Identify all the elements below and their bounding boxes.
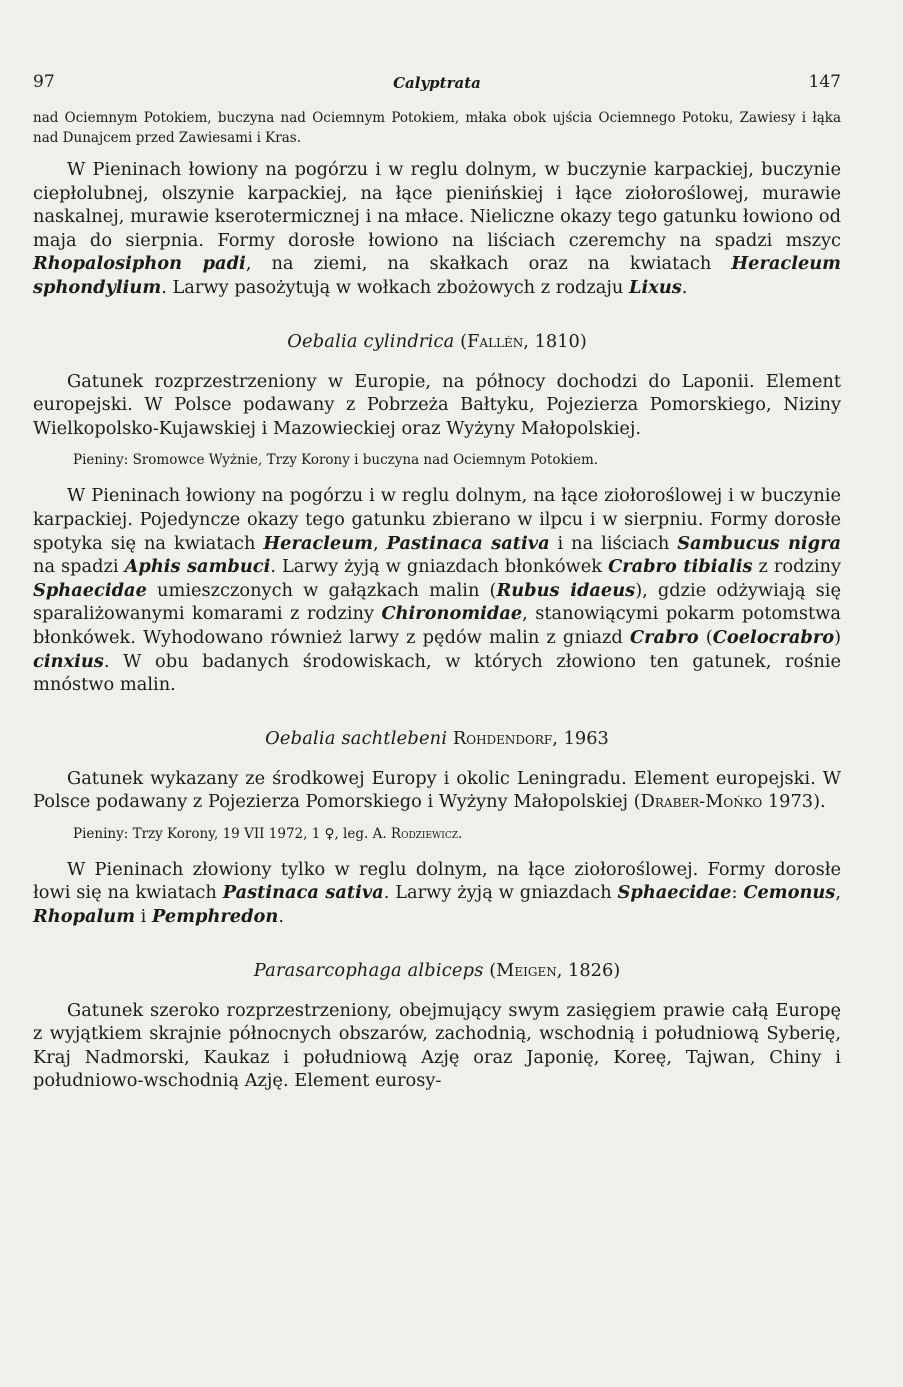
sec1-locality: Pieniny: Sromowce Wyżnie, Trzy Korony i buczyna nad Ociemnym Potokiem. (73, 452, 599, 469)
sec2-paragraph-biology: W Pieninach złowiony tylko w reglu dolnym, na łące ziołoroślowej. Formy dorosłe łowi się na kwiatach Pastinaca sativa. Larwy żyją w gniazdach Sphaecidae: Cemonus, Rhopalum i Pemphredon. (33, 858, 841, 928)
page (33, 72, 841, 1093)
running-header (33, 72, 841, 102)
intro-paragraph: W Pieninach łowiony na pogórzu i w reglu dolnym, w buczynie karpackiej, buczynie ciepłolubnej, olszynie karpackiej, na łące pienińskiej i łące ziołoroślowej, murawie naskalnej, murawie kserotermicznej i na młace. Nieliczne okazy tego gatunku łowiono od maja do sierpnia. Formy dorosłe łowiono na liściach czeremchy na spadzi mszyc Rhopalosiphon padi, na ziemi, na skałkach oraz na kwiatach Heracleum sphondylium. Larwy pasożytują w wołkach zbożowych z rodzaju Lixus. (33, 159, 841, 298)
species-heading-oebalia-cylindrica: Oebalia cylindrica (Fallén, 1810) (287, 330, 587, 352)
left-page-number: 97 (33, 72, 55, 92)
sec3-paragraph-distribution: Gatunek szeroko rozprzestrzeniony, obejmujący swym zasięgiem prawie całą Europę z wyjątkiem skrajnie północnych obszarów, zachodnią, wschodnią i południową Syberię, Kraj Nadmorski, Kaukaz i południową Azję oraz Japonię, Koreę, Tajwan, Chiny i południowo-wschodnią Azję. Element eurosy- (33, 999, 841, 1092)
sec2-locality: Pieniny: Trzy Korony, 19 VII 1972, 1 ♀, leg. A. Rodziewicz. (73, 825, 463, 842)
sec1-paragraph-distribution: Gatunek rozprzestrzeniony w Europie, na północy dochodzi do Laponii. Element europejski. W Polsce podawany z Pobrzeża Bałtyku, Pojezierza Pomorskiego, Niziny Wielkopolsko-Kujawskiej i Mazowieckiej oraz Wyżyny Małopolskiej. (33, 370, 841, 439)
right-page-number: 147 (808, 72, 841, 92)
sec2-paragraph-distribution: Gatunek wykazany ze środkowej Europy i okolic Leningradu. Element europejski. W Polsce podawany z Pojezierza Pomorskiego i Wyżyny Małopolskiej (Draber-Mońko 1973). (33, 767, 841, 813)
species-heading-oebalia-sachtlebeni: Oebalia sachtlebeni Rohdendorf, 1963 (265, 727, 609, 749)
intro-locality-text: nad Ociemnym Potokiem, buczyna nad Ociemnym Potokiem, młaka obok ujścia Ociemnego Potoku, Zawiesy i łąka nad Dunajcem przed Zawiesami i Kras. (33, 110, 841, 146)
running-title: Calyptrata (393, 74, 481, 92)
sec1-paragraph-biology: W Pieninach łowiony na pogórzu i w reglu dolnym, na łące ziołoroślowej i w buczynie karpackiej. Pojedyncze okazy tego gatunku zbierano w ilpcu i w sierpniu. Formy dorosłe spotyka się na kwiatach Heracleum, Pastinaca sativa i na liściach Sambucus nigra na spadzi Aphis sambuci. Larwy żyją w gniazdach błonkówek Crabro tibialis z rodziny Sphaecidae umieszczonych w gałązkach malin (Rubus idaeus), gdzie odżywiają się sparaliżowanymi komarami z rodziny Chironomidae, stanowiącymi pokarm potomstwa błonkówek. Wyhodowano również larwy z pędów malin z gniazd Crabro (Coelocrabro) cinxius. W obu badanych środowiskach, w których złowiono ten gatunek, rośnie mnóstwo malin. (33, 485, 842, 696)
species-heading-parasarcophaga-albiceps: Parasarcophaga albiceps (Meigen, 1826) (253, 959, 621, 981)
